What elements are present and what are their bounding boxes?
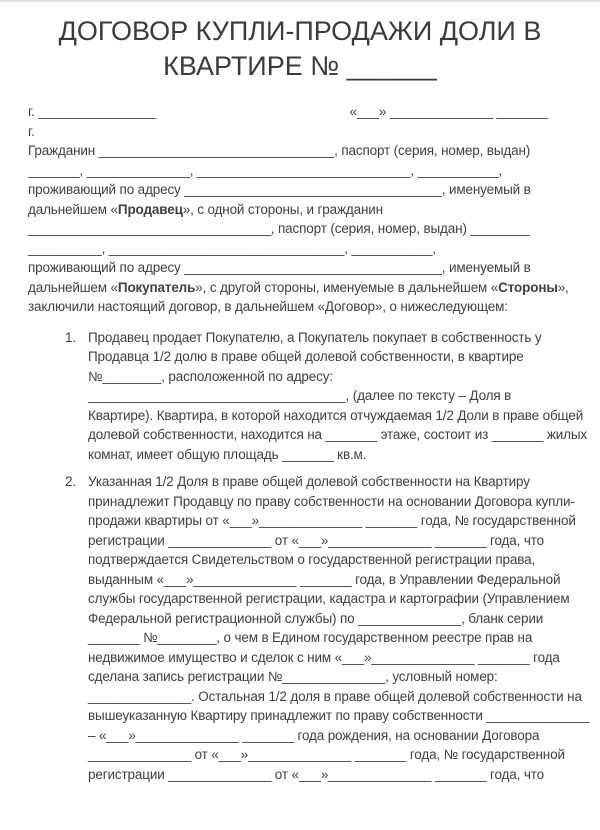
text-line: Гражданин ________________________________, паспорт (серия, номер, выдан) [28,143,531,158]
text-line: _______, ______________, _____________________________, ___________, [28,162,503,178]
text-line: ___________________________________, (далее по тексту – Доля в [88,388,512,403]
parties-paragraph [28,141,572,317]
clause-1 [28,328,587,465]
text-line: Квартире). Квартира, в которой находится отчуждаемая 1/2 Доли в праве общей [88,407,584,423]
city-blank-field: г. ________________ [28,104,157,119]
text-line: Продавец продает Покупателю, а Покупатель покупает в собственность у [88,329,542,345]
text-segment: дальнейшем « [28,279,118,295]
contract-clauses [28,328,590,785]
text-line: комнат, имеет общую площадь _______ кв.м. [88,446,367,462]
clause-text [88,328,587,465]
title-line-1: ДОГОВОР КУПЛИ-ПРОДАЖИ ДОЛИ В [58,16,542,46]
seller-term: Продавец [117,201,183,217]
text-line [28,200,572,220]
text-line: ______________ от «___»______________ _______ года, № государственной [88,747,565,762]
text-line: вышеуказанную Квартиру принадлежит по праву собственности ______________ [88,708,590,723]
text-line [28,278,572,298]
date-blank-field: «___» ______________ _______ [349,104,548,119]
clause-text [88,472,589,784]
text-segment: », с одной стороны, и гражданин [182,201,383,217]
text-line: __________, ________________________________, ___________, [28,240,436,256]
text-line: ______________. Остальная 1/2 доля в праве общей долевой собственности на [88,688,582,704]
text-line: подтверждается Свидетельством о государственной регистрации права, [88,552,536,567]
text-line: _________________________________, паспорт (серия, номер, выдан) ________ [28,221,530,236]
text-line: службы государственной регистрации, кадастра и картографии (Управлением [88,591,570,606]
text-line: Указанная 1/2 Доля в праве общей долевой собственности на Квартиру [88,474,530,489]
text-line: регистрации ______________ от «___»______________ _______ года, что [88,532,544,548]
text-line: сделана запись регистрации №______________, условный номер: [88,669,498,684]
text-line: _______ №________, о чем в Едином государственном реестре прав на [88,630,533,645]
text-segment: », [557,279,569,295]
text-line: выданным «___»______________ _______ года, в Управлении Федеральной [88,571,561,587]
text-line: регистрации ______________ от «___»______________ _______ года, что [88,766,544,782]
title-line-2: КВАРТИРЕ № ______ [163,51,437,81]
text-line: недвижимое имущество и сделок с ним «___»______________ _______ года [88,649,560,665]
text-line: принадлежит Продавцу по праву собственности на основании Договора купли- [88,493,575,509]
city-date-row [28,102,548,122]
text-line: проживающий по адресу ___________________________________, именуемый в [28,260,531,275]
document-title [28,14,572,84]
buyer-term: Покупатель [117,279,196,295]
text-line: №________, расположенной по адресу: [88,368,333,384]
clause-number: 2. [65,474,76,489]
text-line: Продавца 1/2 долю в праве общей долевой собственности, в квартире [88,349,524,364]
clause-2 [28,472,590,784]
text-line: долевой собственности, находится на _______ этаже, состоит из _______ жилых [88,427,587,442]
page-top-border [0,0,600,2]
clause-number: 1. [65,329,76,345]
text-segment: », с другой стороны, именуемые в дальнейшем « [195,279,499,295]
parties-term: Стороны [498,279,558,295]
text-line: заключили настоящий договор, в дальнейшем «Договор», о нижеследующем: [28,299,508,314]
text-line: продажи квартиры от «___»______________ _______ года, № государственной [88,513,576,528]
city-blank-field-2: г. [28,123,35,139]
text-line: Федеральной регистрационной службы) по ______________, бланк серии [88,610,544,626]
text-line: проживающий по адресу ___________________________________, именуемый в [28,182,531,197]
text-line: – «___»______________ _______ года рождения, на основании Договора [88,727,540,743]
text-segment: дальнейшем « [28,201,118,217]
